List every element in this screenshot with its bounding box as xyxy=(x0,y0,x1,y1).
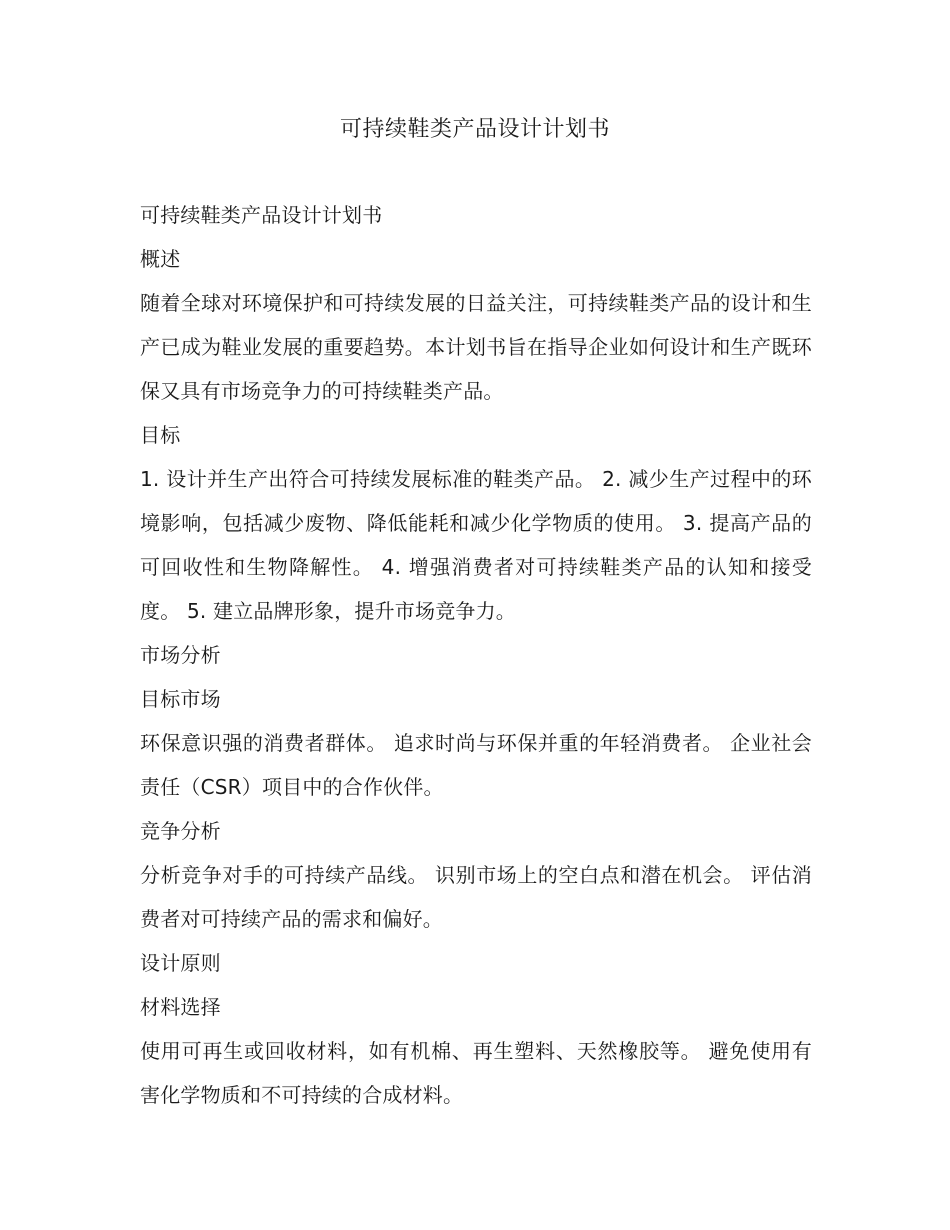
document-body xyxy=(140,193,812,1117)
materials-paragraph xyxy=(140,1029,812,1117)
overview-text: 随着全球对环境保护和可持续发展的日益关注，可持续鞋类产品的设计和生产已成为鞋业发展的重要趋势。本计划书旨在指导企业如何设计和生产既环保又具有市场竞争力的可持续鞋类产品。 xyxy=(140,291,812,403)
design-principles-heading: 设计原则 xyxy=(140,951,221,975)
target-market-paragraph xyxy=(140,721,812,809)
goals-heading: 目标 xyxy=(140,423,181,447)
competition-analysis-text: 分析竞争对手的可持续产品线。 识别市场上的空白点和潜在机会。 评估消费者对可持续产品的需求和偏好。 xyxy=(140,863,812,931)
goals-paragraph xyxy=(140,457,812,633)
competition-analysis-paragraph xyxy=(140,853,812,941)
overview-paragraph xyxy=(140,281,812,413)
overview-heading: 概述 xyxy=(140,247,181,271)
goals-text: 1. 设计并生产出符合可持续发展标准的鞋类产品。 2. 减少生产过程中的环境影响，包括减少废物、降低能耗和减少化学物质的使用。 3. 提高产品的可回收性和生物降解性。 4. 增强消费者对可持续鞋类产品的认知和接受度。 5. 建立品牌形象，提升市场竞争力。 xyxy=(140,467,812,623)
target-market-heading: 目标市场 xyxy=(140,687,221,711)
document-title: 可持续鞋类产品设计计划书 xyxy=(339,117,610,142)
market-analysis-heading: 市场分析 xyxy=(140,643,221,667)
materials-heading: 材料选择 xyxy=(140,995,221,1019)
document-subtitle: 可持续鞋类产品设计计划书 xyxy=(140,203,383,227)
competition-analysis-heading: 竞争分析 xyxy=(140,819,221,843)
target-market-text: 环保意识强的消费者群体。 追求时尚与环保并重的年轻消费者。 企业社会责任（CSR）项目中的合作伙伴。 xyxy=(140,731,812,799)
materials-text: 使用可再生或回收材料，如有机棉、再生塑料、天然橡胶等。 避免使用有害化学物质和不可持续的合成材料。 xyxy=(140,1039,812,1107)
